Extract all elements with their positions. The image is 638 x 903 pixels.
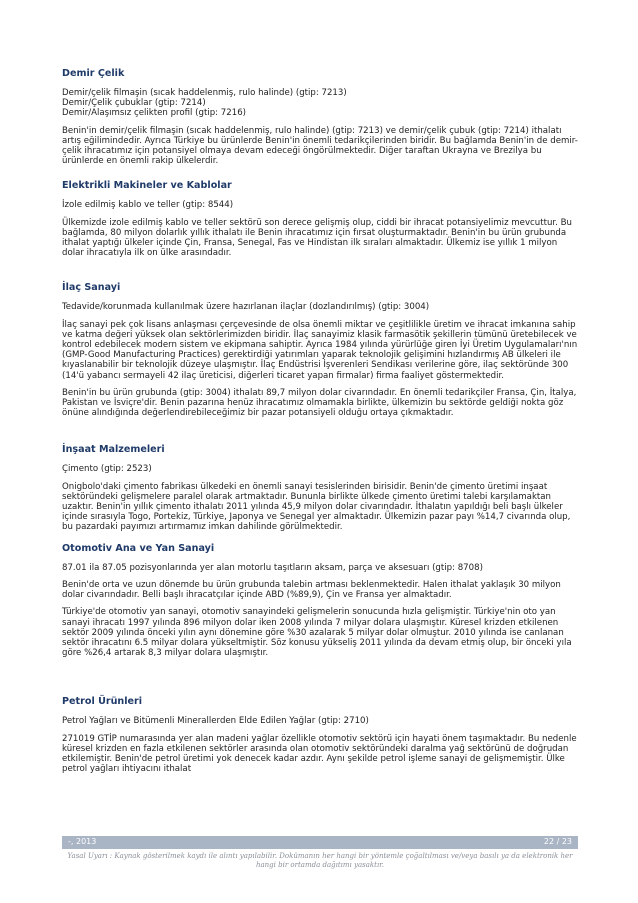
footer-bar (62, 836, 578, 849)
gtip-line: 87.01 ila 87.05 pozisyonlarında yer alan motorlu taşıtların aksam, parça ve aksesuarı (gtip: 8708) (62, 562, 483, 573)
document-body (62, 68, 578, 774)
gtip-line: Demir/Çelik çubuklar (gtip: 7214) (62, 98, 206, 109)
body-paragraph: 271019 GTİP numarasında yer alan madeni yağlar özellikle otomotiv sektörü için hayati önem taşımaktadır. Bu nedenle küresel krizden en fazla etkilenen sektörler arasında olan otomotiv sektöründeki daralma yağ sektörünü de doğrudan etkilemiştir. Benin'de petrol üretimi yok denecek kadar azdır. Aynı şekilde petrol işleme sanayi de gelişmemiştir. Ülke petrol yağları ihtiyacını ithalat (62, 733, 577, 775)
section-elektrikli-makineler (62, 180, 578, 258)
section-otomotiv (62, 543, 578, 659)
gtip-line: Çimento (gtip: 2523) (62, 464, 152, 475)
section-petrol-urunleri (62, 696, 578, 774)
body-paragraph: Ülkemizde izole edilmiş kablo ve teller sektörü son derece gelişmiş olup, ciddi bir ihracat potansiyelimiz mevcuttur. Bu bağlamda, 80 milyon dolarlık yıllık ithalatı ile Benin ihracatımız için fırsat oluşturmaktadır. Benin'in bu ürün grubunda ithalat yaptığı ülkeler içinde Çin, Fransa, Senegal, Fas ve Hindistan ilk sıraları almaktadır. Ülkemiz ise yıllık 1 milyon dolar ihracatıyla ilk on ülke arasındadır. (62, 217, 572, 259)
gtip-line: İzole edilmiş kablo ve teller (gtip: 8544) (62, 200, 234, 211)
section-title: İlaç Sanayi (62, 282, 121, 294)
gtip-line: Petrol Yağları ve Bitümenli Minerallerden Elde Edilen Yağlar (gtip: 2710) (62, 716, 369, 727)
section-title: İnşaat Malzemeleri (62, 444, 165, 456)
section-ilac-sanayi (62, 282, 578, 418)
page-number: 22 / 23 (543, 837, 572, 846)
section-title: Petrol Ürünleri (62, 696, 143, 708)
body-paragraph: Türkiye'de otomotiv yan sanayi, otomotiv sanayindeki gelişmelerin sonucunda hızla gelişmiştir. Türkiye'nin oto yan sanayi ihracatı 1997 yılında 896 milyon dolar iken 2008 yılında 7 milyar dolara ulaşmıştır. Küresel krizden etkilenen sektör 2009 yılında önceki yılın aynı dönemine göre %30 azalarak 5 milyar dolar olmuştur. 2010 yılında ise canlanan sektör ihracatını 6.5 milyar dolara yükseltmiştir. Söz konusu yükseliş 2011 yılında da devam etmiş olup, bir önceki yıla göre %26,4 artarak 8,3 milyar dolara ulaşmıştır. (62, 607, 572, 659)
gtip-line: Tedavide/korunmada kullanılmak üzere hazırlanan ilaçlar (dozlandırılmış) (gtip: 3004) (62, 302, 430, 313)
body-paragraph: Benin'in demir/çelik filmaşin (sıcak haddelenmiş, rulo halinde) (gtip: 7213) ve demir/çelik çubuk (gtip: 7214) ithalatı artış eğilimindedir. Ayrıca Türkiye bu ürünlerde Benin'in önemli tedarikçilerinden biridir. Bu bağlamda Benin'in de demir-çelik ihracatımız için potansiyel olmaya devam edeceği öngörülmektedir. Diğer taraftan Ukrayna ve Brezilya bu ürünlerde en önemli rakip ülkelerdir. (62, 125, 578, 167)
section-title: Otomotiv Ana ve Yan Sanayi (62, 542, 215, 554)
section-title: Elektrikli Makineler ve Kablolar (62, 180, 232, 192)
body-paragraph: Onigbolo'daki çimento fabrikası ülkedeki en önemli sanayi tesislerinden birisidir. Benin'de çimento üretimi inşaat sektöründeki gelişmelere paralel olarak artmaktadır. Bununla birlikte ülkede çimento üretimi talebi karşılamaktan uzaktır. Benin'in yıllık çimento ithalatı 2011 yılında 45,9 milyon dolar civarındadır. İthalatın yapıldığı beli başlı ülkeler içinde sırasıyla Togo, Portekiz, Türkiye, Japonya ve Senegal yer almaktadır. Ülkemizin pazar payı %14,7 civarında olup, bu pazardaki payımızı artırmamız imkan dahilinde görülmektedir. (62, 481, 571, 533)
body-paragraph: Benin'in bu ürün grubunda (gtip: 3004) ithalatı 89,7 milyon dolar civarındadır. En önemli tedarikçiler Fransa, Çin, İtalya, Pakistan ve İsviçre'dir. Benin pazarına henüz ihracatımız olmamakla birlikte, ülkemizin bu sektörde geldiği nokta göz önüne alındığında değerlendirebileceğimiz bir pazar potansiyeli olduğu ortaya çıkmaktadır. (62, 387, 577, 419)
section-insaat-malzemeleri (62, 444, 578, 532)
gtip-line: Demir/çelik filmaşin (sıcak haddelenmiş, rulo halinde) (gtip: 7213) (62, 88, 347, 98)
footer-date: -, 2013 (68, 837, 97, 846)
gtip-line: Demir/Alaşımsız çelikten profil (gtip: 7216) (62, 108, 247, 119)
legal-notice: Yasal Uyarı : Kaynak gösterilmek kaydı ile alıntı yapılabilir. Dokümanın her hangi bir yöntemle çoğaltılması ve/veya basılı ya da elektronik her hangi bir ortamda dağıtımı yasaktır. (67, 852, 573, 869)
body-paragraph: İlaç sanayi pek çok lisans anlaşması çerçevesinde de olsa önemli miktar ve çeşitlilikle üretim ve ihracat imkanına sahip ve katma değeri yüksek olan sektörlerimizden biridir. İlaç sanayimiz klasik farmasötik şekillerin tümünü üretebilecek ve kontrol edebilecek modern sistem ve ekipmana sahiptir. Ayrıca 1984 yılında yürürlüğe giren İyi Üretim Uygulamaları'nın (GMP-Good Manufacturing Practices) gerektirdiği yatırımları yaparak teknolojik gelişimini hızlandırmış AB ülkeleri ile kıyaslanabilir bir teknolojik düzeye ulaşmıştır. İlaç Endüstrisi İşverenleri Sendikası verilerine göre, ilaç sektöründe 300 (14'ü yabancı sermayeli 42 ilaç üreticisi, diğerleri ticaret yapan firmalar) firma faaliyet göstermektedir. (62, 319, 578, 381)
section-demir-celik (62, 68, 578, 166)
body-paragraph: Benin'de orta ve uzun dönemde bu ürün grubunda talebin artması beklenmektedir. Halen ithalat yaklaşık 30 milyon dolar civarındadır. Belli başlı ihracatçılar içinde ABD (%89,9), Çin ve Fransa yer almaktadır. (62, 579, 561, 601)
section-title: Demir Çelik (62, 68, 125, 79)
